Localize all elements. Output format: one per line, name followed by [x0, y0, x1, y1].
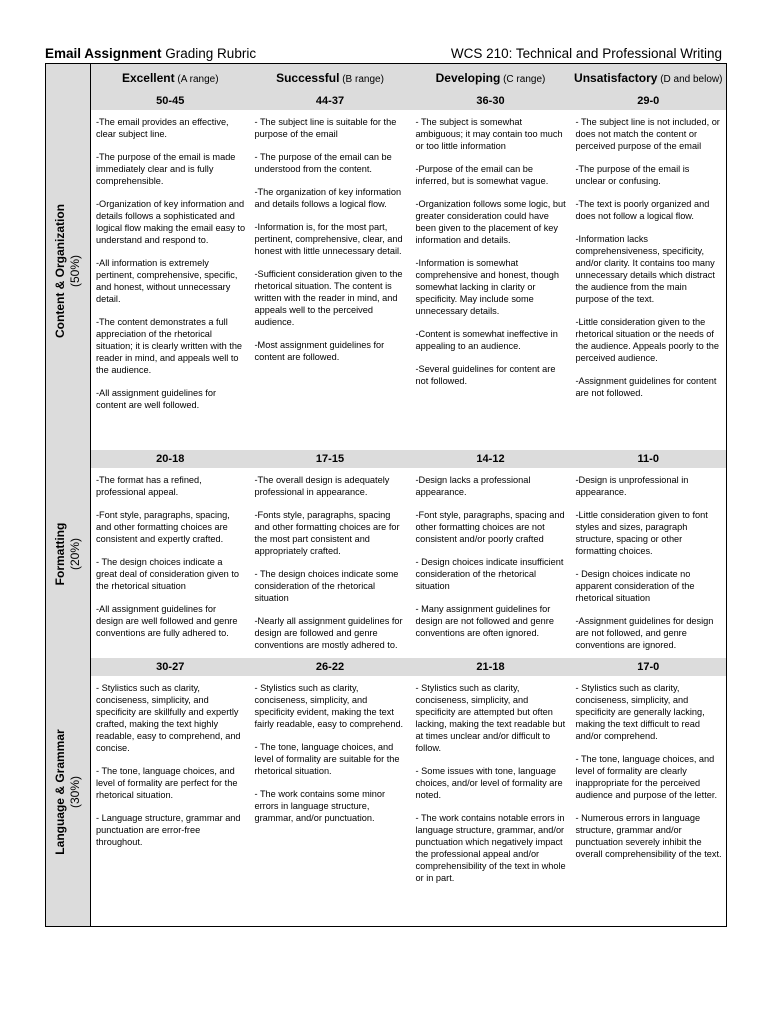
course-title: WCS 210: Technical and Professional Writing [450, 46, 722, 61]
column-header-developing: Developing (C range) [411, 64, 571, 93]
points-row-language [46, 658, 727, 676]
column-header-successful: Successful (B range) [250, 64, 411, 93]
column-header-excellent: Excellent (A range) [91, 64, 250, 93]
criteria-cell: - The subject is somewhat ambiguous; it may contain too much or too little information -Purpose of the email can be inferred, but is somewhat vague. -Organization follows some logic, but greater consideration could have been given to the placement of key information and details. -Information is somewhat comprehensive and honest, though somewhat lacking in clarity or specificity. May include some unnecessary details. -Content is somewhat ineffective in appealing to an audience. -Several guidelines for content are not followed. [415, 117, 566, 386]
points-cell: 20-18 [91, 450, 250, 468]
column-header-unsatisfactory: Unsatisfactory (D and below) [571, 64, 727, 93]
column-header-row [46, 64, 727, 93]
points-cell: 17-15 [250, 450, 411, 468]
criteria-cell: -The overall design is adequately professional in appearance. -Fonts style, paragraphs, spacing and other formatting choices are for the most part consistent and appropriately crafted. - The design choices indicate some consideration of the rhetorical situation -Nearly all assignment guidelines for design are followed and genre conventions are mostly adhered to. [254, 475, 403, 650]
points-cell: 26-22 [250, 658, 411, 676]
points-cell: 30-27 [91, 658, 250, 676]
criteria-cell: - Stylistics such as clarity, conciseness, simplicity, and specificity are skillfully and expertly crafted, making the text highly readable, easy to comprehend, and concise. - The tone, language choices, and level of formality are perfect for the rhetorical situation. - Language structure, grammar and punctuation are error-free throughout. [96, 683, 241, 847]
criteria-cell: - The subject line is suitable for the purpose of the email - The purpose of the email can be understood from the content. -The organization of key information and details follows a logical flow. -Information is, for the most part, pertinent, comprehensive, clear, and honest with little unnecessary detail. -Sufficient consideration given to the rhetorical situation. The content is written with the reader in mind, and appeals well to the perceived audience. -Most assignment guidelines for content are followed. [254, 117, 403, 362]
section-label-formatting: Formatting (20%) [46, 450, 91, 658]
points-row-content [46, 92, 727, 110]
points-cell: 21-18 [411, 658, 571, 676]
document-header [45, 46, 722, 64]
criteria-cell: -The format has a refined, professional appeal. -Font style, paragraphs, spacing, and other formatting choices are consistent and expertly crafted. - The design choices indicate a great deal of consideration given to the rhetorical situation -All assignment guidelines for design are well followed and genre conventions are fully adhered to. [96, 475, 240, 638]
criteria-cell: - Stylistics such as clarity, conciseness, simplicity, and specificity are attempted but often lacking, making the text readable but at times unclear and/or difficult to follow. - Some issues with tone, language choices, and/or level of formality are noted. - The work contains notable errors in language structure, grammar, and/or punctuation which negatively impact the professional appeal and/or comprehensibility of the text in whole or in part. [415, 683, 566, 883]
criteria-row-language [46, 676, 727, 927]
rubric-title [45, 46, 256, 61]
points-cell: 36-30 [411, 92, 571, 110]
criteria-row-content [46, 110, 727, 450]
points-cell: 11-0 [571, 450, 727, 468]
points-cell: 50-45 [91, 92, 250, 110]
criteria-cell: -Design is unprofessional in appearance. -Little consideration given to font styles and sizes, paragraph structure, spacing or other formatting choices. - Design choices indicate no apparent consideration of the rhetorical situation -Assignment guidelines for design are not followed, and genre conventions are ignored. [575, 475, 714, 650]
points-cell: 14-12 [411, 450, 571, 468]
points-cell: 29-0 [571, 92, 727, 110]
criteria-cell: - Stylistics such as clarity, conciseness, simplicity, and specificity are generally lacking, making the text difficult to read and/or comprehend. - The tone, language choices, and level of formality are clearly inappropriate for the perceived audience and purpose of the letter. - Numerous errors in language structure, grammar and/or punctuation severely inhibit the overall comprehensibility of the text. [575, 683, 722, 859]
points-row-formatting [46, 450, 727, 468]
criteria-row-formatting [46, 468, 727, 658]
section-label-content: Content & Organization (50%) [46, 92, 91, 450]
criteria-cell: - The subject line is not included, or does not match the content or perceived purpose of the email -The purpose of the email is unclear or confusing. -The text is poorly organized and does not follow a logical flow. -Information lacks comprehensiveness, specificity, and/or clarity. It contains too many unnecessary details which distract the audience from the main purpose of the text. -Little consideration given to the rhetorical situation or the needs of the audience. Appeals poorly to the perceived audience. -Assignment guidelines for content are not followed. [575, 117, 720, 398]
corner-cell [46, 64, 91, 93]
points-cell: 17-0 [571, 658, 727, 676]
rubric-title-bold: Email Assignment [45, 46, 162, 61]
section-label-language: Language & Grammar (30%) [46, 658, 91, 927]
criteria-cell: -Design lacks a professional appearance. -Font style, paragraphs, spacing and other formatting choices are not consistent and/or poorly crafted - Design choices indicate insufficient consideration of the rhetorical situation - Many assignment guidelines for design are not followed and genre conventions are often ignored. [415, 475, 565, 638]
rubric-table [45, 63, 727, 927]
points-cell: 44-37 [250, 92, 411, 110]
rubric-title-rest: Grading Rubric [161, 46, 257, 61]
criteria-cell: -The email provides an effective, clear subject line. -The purpose of the email is made immediately clear and is fully comprehensible. -Organization of key information and details follows a sophisticated and logical flow making the email easy to understand and respond to. -All information is extremely pertinent, comprehensive, specific, and honest, without unnecessary detail. -The content demonstrates a full appreciation of the rhetorical situation; it is clearly written with the reader in mind, and appeals well to the audience. -All assignment guidelines for content are well followed. [96, 117, 246, 410]
criteria-cell: - Stylistics such as clarity, conciseness, simplicity, and specificity evident, making the text fairly readable, easy to comprehend. - The tone, language choices, and level of formality are suitable for the rhetorical situation. - The work contains some minor errors in language structure, grammar, and/or punctuation. [254, 683, 404, 823]
